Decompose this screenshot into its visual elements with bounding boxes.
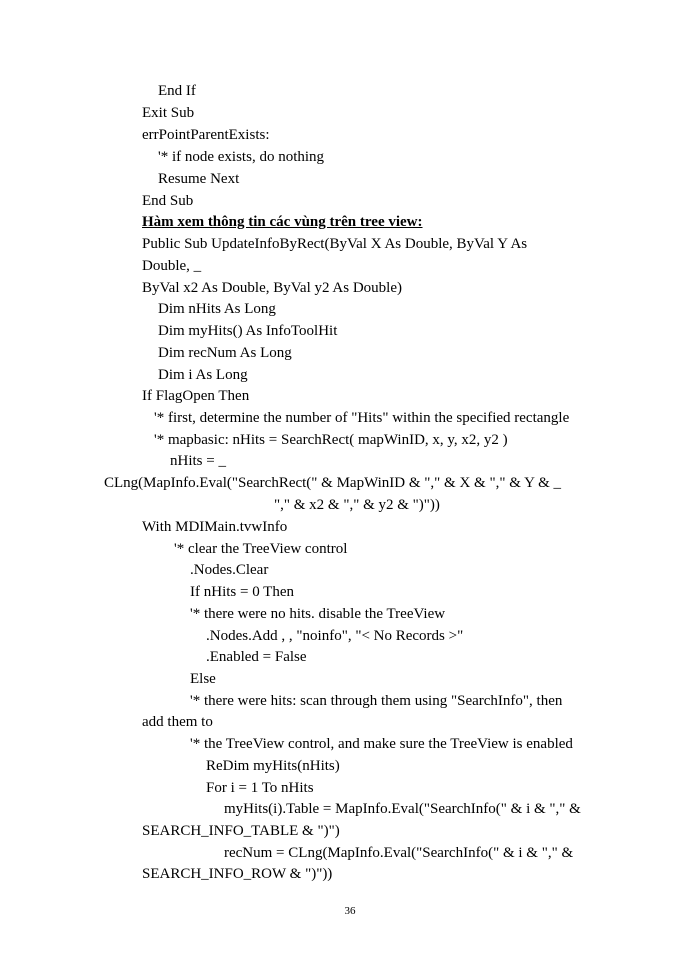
code-line: If FlagOpen Then xyxy=(142,388,250,404)
code-line: If nHits = 0 Then xyxy=(190,584,295,600)
code-line: .Nodes.Add , , "noinfo", "< No Records >" xyxy=(206,628,464,644)
code-line: Exit Sub xyxy=(142,105,195,121)
code-line: Dim recNum As Long xyxy=(158,345,292,361)
code-line: .Enabled = False xyxy=(206,649,307,665)
code-line: SEARCH_INFO_TABLE & ")") xyxy=(142,823,340,839)
code-line: Dim nHits As Long xyxy=(158,301,276,317)
code-line: '* clear the TreeView control xyxy=(174,541,348,557)
code-line: With MDIMain.tvwInfo xyxy=(142,519,288,535)
code-line: "," & x2 & "," & y2 & ")")) xyxy=(274,497,440,513)
code-line: '* mapbasic: nHits = SearchRect( mapWinID, x, y, x2, y2 ) xyxy=(154,432,508,448)
code-line: Else xyxy=(190,671,216,687)
code-line: End Sub xyxy=(142,193,194,209)
code-line: '* the TreeView control, and make sure the TreeView is enabled xyxy=(190,736,573,752)
code-line: '* if node exists, do nothing xyxy=(158,149,325,165)
code-line: Double, _ xyxy=(142,258,202,274)
code-line: Public Sub UpdateInfoByRect(ByVal X As Double, ByVal Y As xyxy=(142,236,528,252)
code-line: ByVal x2 As Double, ByVal y2 As Double) xyxy=(142,280,402,296)
code-line: Dim myHits() As InfoToolHit xyxy=(158,323,338,339)
code-line: '* first, determine the number of "Hits" within the specified rectangle xyxy=(154,410,570,426)
code-line: '* there were hits: scan through them using "SearchInfo", then xyxy=(190,693,563,709)
code-line: errPointParentExists: xyxy=(142,127,270,143)
code-line: nHits = _ xyxy=(170,453,226,469)
code-line: SEARCH_INFO_ROW & ")")) xyxy=(142,866,333,882)
code-line: add them to xyxy=(142,714,213,730)
code-line: Resume Next xyxy=(158,171,240,187)
code-line: .Nodes.Clear xyxy=(190,562,269,578)
page-number: 36 xyxy=(344,905,356,917)
code-line: myHits(i).Table = MapInfo.Eval("SearchInfo(" & i & "," & xyxy=(224,801,581,817)
code-line: ReDim myHits(nHits) xyxy=(206,758,340,774)
code-line: Dim i As Long xyxy=(158,367,248,383)
code-line: CLng(MapInfo.Eval("SearchRect(" & MapWinID & "," & X & "," & Y & _ xyxy=(104,475,562,491)
code-line: recNum = CLng(MapInfo.Eval("SearchInfo(" & i & "," & xyxy=(224,845,574,861)
section-heading: Hàm xem thông tin các vùng trên tree view: xyxy=(142,214,423,230)
code-line: End If xyxy=(158,83,196,99)
code-line: '* there were no hits. disable the TreeView xyxy=(190,606,446,622)
code-line: For i = 1 To nHits xyxy=(206,780,314,796)
